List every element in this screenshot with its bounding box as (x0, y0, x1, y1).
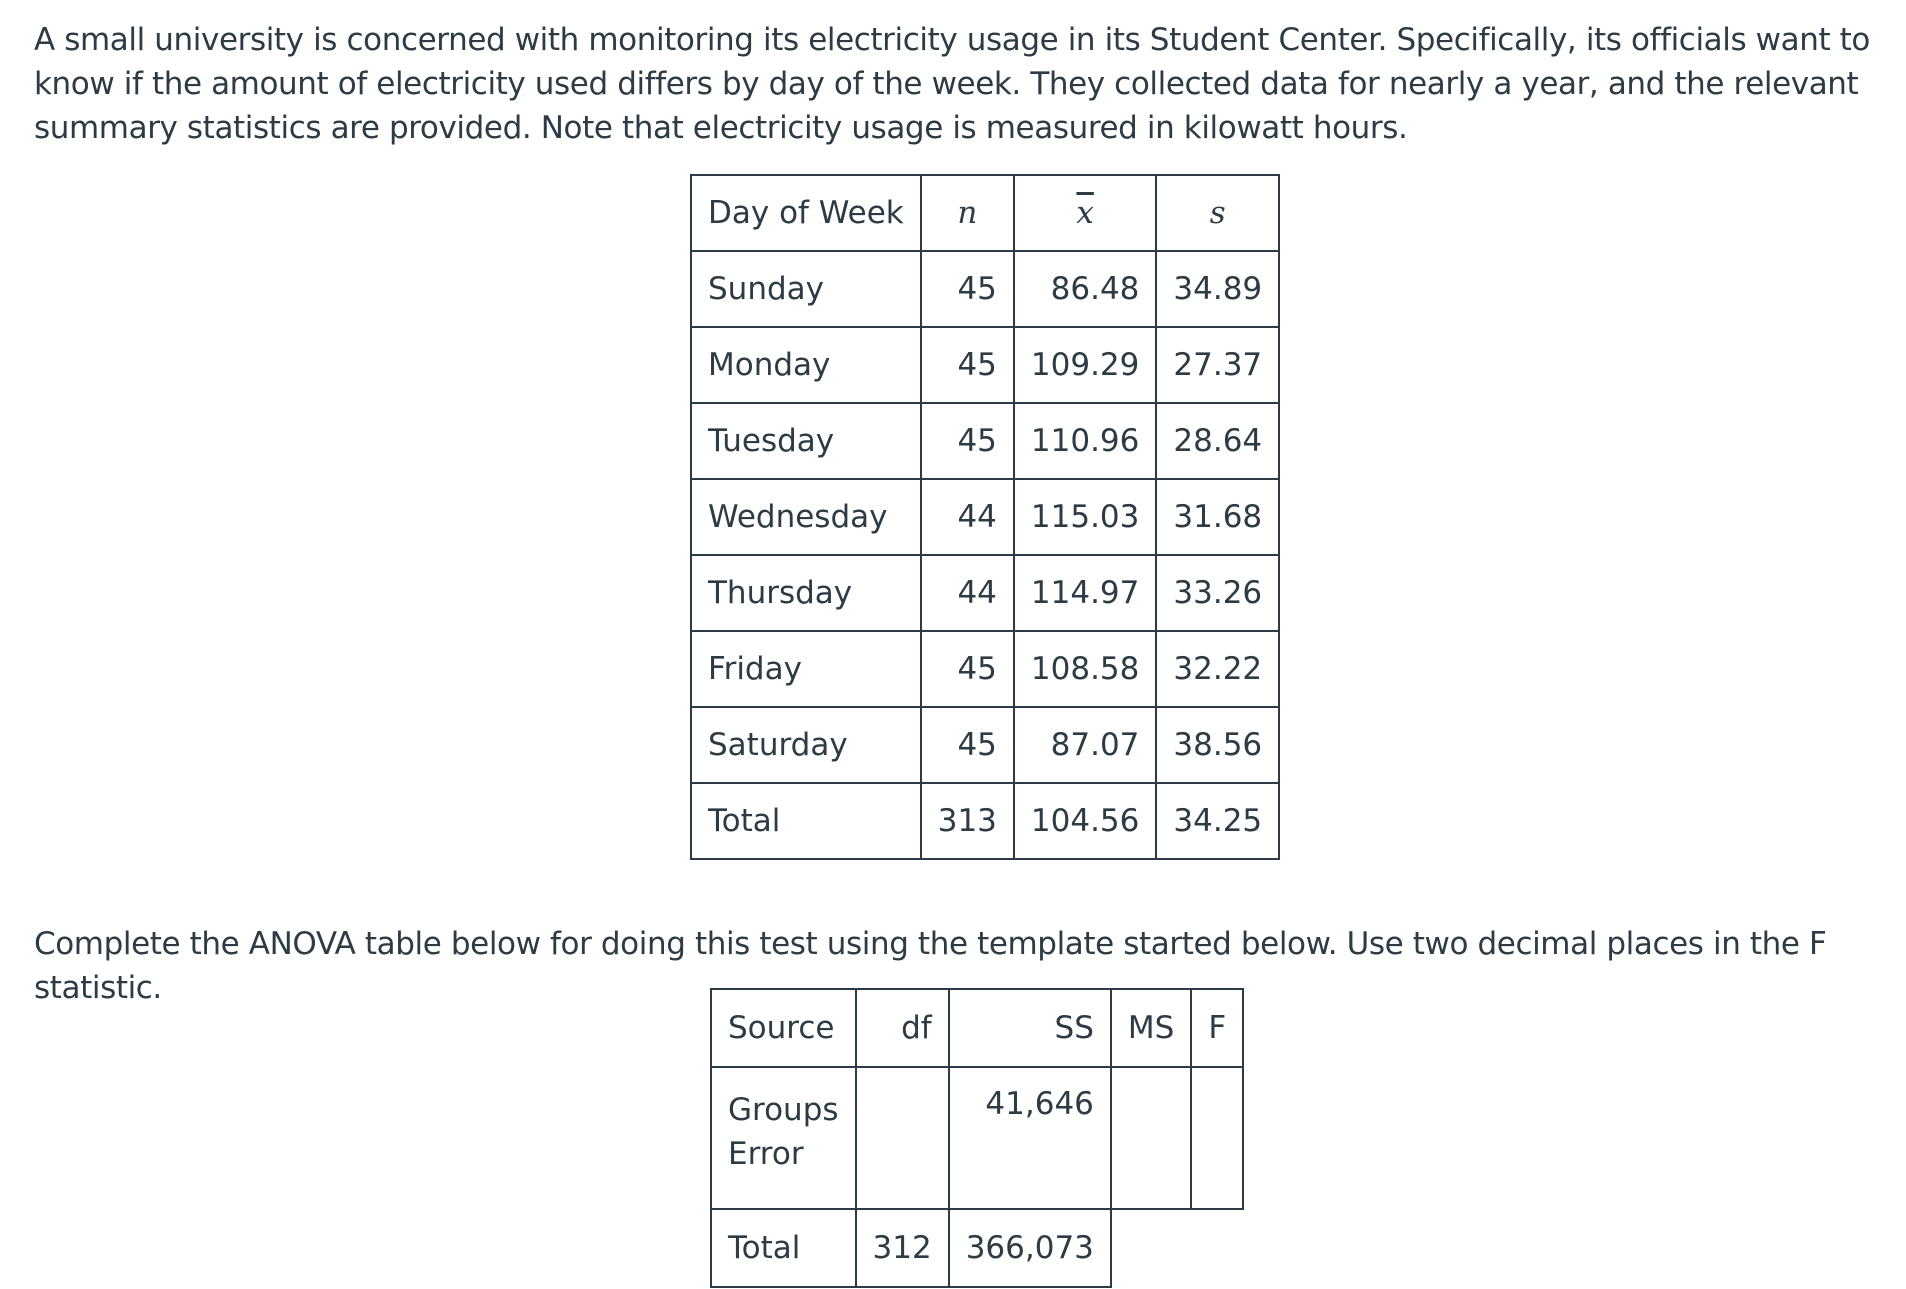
anova-total-row (711, 1209, 1243, 1287)
table-row (691, 479, 1279, 555)
mean-cell: 114.97 (1014, 555, 1156, 631)
total-row (691, 783, 1279, 859)
sd-cell: 32.22 (1156, 631, 1279, 707)
header-mean (1014, 175, 1156, 251)
anova-instruction: Complete the ANOVA table below for doing this test using the template started below. Use two decimal places in the F statistic. (34, 926, 1827, 1006)
anova-groups-error-row (711, 1067, 1243, 1209)
table-row (691, 631, 1279, 707)
n-cell: 45 (921, 631, 1014, 707)
sd-cell: 34.89 (1156, 251, 1279, 327)
day-cell: Friday (691, 631, 921, 707)
day-cell: Saturday (691, 707, 921, 783)
mean-cell: 115.03 (1014, 479, 1156, 555)
header-ms: MS (1111, 989, 1191, 1067)
header-source: Source (711, 989, 856, 1067)
xbar-symbol: $\overline{x}$ (1076, 195, 1094, 231)
day-cell: Wednesday (691, 479, 921, 555)
header-ss: SS (949, 989, 1111, 1067)
sd-cell: 34.25 (1156, 783, 1279, 859)
anova-header-row (711, 989, 1243, 1067)
s-symbol: s (1209, 195, 1226, 231)
mean-cell: 86.48 (1014, 251, 1156, 327)
total-label: Total (711, 1209, 856, 1287)
header-sd (1156, 175, 1279, 251)
groups-ss-cell: 41,646 (949, 1067, 1111, 1209)
n-cell: 44 (921, 555, 1014, 631)
header-day-of-week: Day of Week (691, 175, 921, 251)
n-cell: 45 (921, 707, 1014, 783)
sd-cell: 33.26 (1156, 555, 1279, 631)
day-cell: Sunday (691, 251, 921, 327)
day-cell: Monday (691, 327, 921, 403)
ms-cell-blank (1111, 1067, 1191, 1209)
n-cell: 45 (921, 327, 1014, 403)
n-cell: 44 (921, 479, 1014, 555)
n-cell: 45 (921, 251, 1014, 327)
header-n (921, 175, 1014, 251)
mean-cell: 109.29 (1014, 327, 1156, 403)
table-row (691, 555, 1279, 631)
sd-cell: 27.37 (1156, 327, 1279, 403)
total-ss-cell: 366,073 (949, 1209, 1111, 1287)
n-cell: 45 (921, 403, 1014, 479)
mean-cell: 104.56 (1014, 783, 1156, 859)
table-row (691, 707, 1279, 783)
sd-cell: 31.68 (1156, 479, 1279, 555)
sd-cell: 38.56 (1156, 707, 1279, 783)
header-df: df (856, 989, 949, 1067)
anova-table (710, 988, 1244, 1288)
f-cell-blank (1191, 1067, 1243, 1209)
table-row (691, 251, 1279, 327)
n-cell: 313 (921, 783, 1014, 859)
groups-label: Groups (728, 1092, 839, 1128)
source-cell (711, 1067, 856, 1209)
day-cell: Thursday (691, 555, 921, 631)
empty-cell (1191, 1209, 1243, 1287)
n-symbol: n (957, 195, 978, 231)
summary-stats-table (690, 174, 1280, 860)
table-row (691, 403, 1279, 479)
df-cell-blank (856, 1067, 949, 1209)
table-row (691, 327, 1279, 403)
day-cell: Tuesday (691, 403, 921, 479)
day-cell: Total (691, 783, 921, 859)
total-df-cell: 312 (856, 1209, 949, 1287)
header-f: F (1191, 989, 1243, 1067)
problem-intro: A small university is concerned with monitoring its electricity usage in its Student Center. Specifically, its officials want to know if the amount of electricity used differs by day of the week. They collected data for nearly a year, and the relevant summary statistics are provided. Note that electricity usage is measured in kilowatt hours. (34, 22, 1871, 146)
table-header-row (691, 175, 1279, 251)
sd-cell: 28.64 (1156, 403, 1279, 479)
empty-cell (1111, 1209, 1191, 1287)
mean-cell: 110.96 (1014, 403, 1156, 479)
mean-cell: 87.07 (1014, 707, 1156, 783)
mean-cell: 108.58 (1014, 631, 1156, 707)
error-label: Error (728, 1136, 804, 1172)
